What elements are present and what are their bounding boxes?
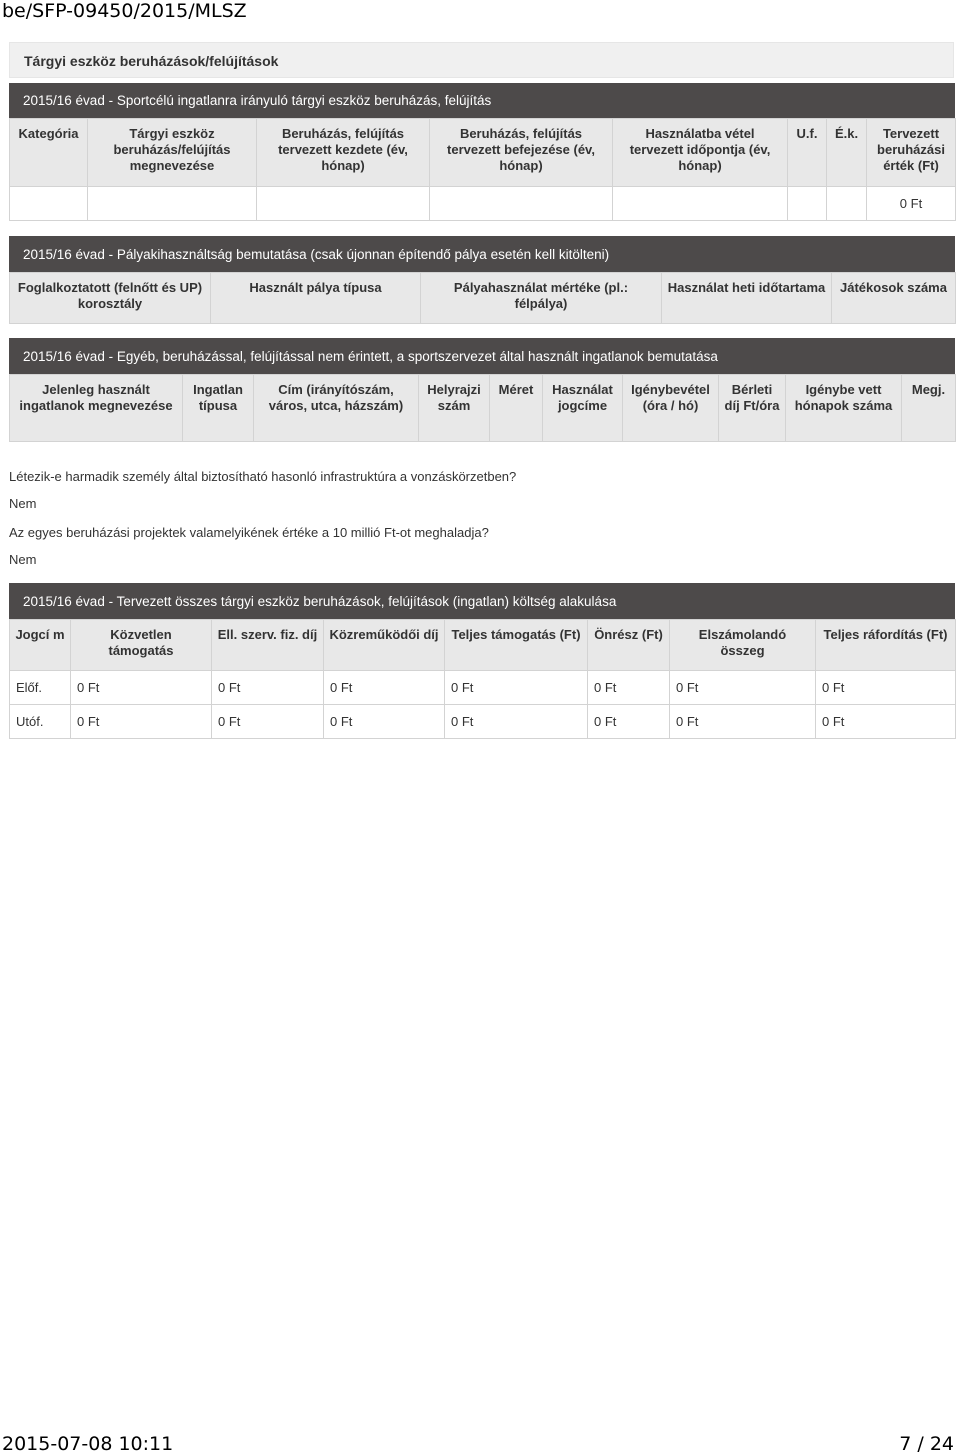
- column-header: Ingatlan típusa: [183, 375, 254, 442]
- column-header: Tárgyi eszköz beruházás/felújítás megnevezése: [88, 119, 257, 187]
- table-cell: 0 Ft: [867, 187, 956, 221]
- column-header: Teljes támogatás (Ft): [445, 620, 588, 671]
- table-cell: 0 Ft: [324, 671, 445, 705]
- column-header: Igénybe vett hónapok száma: [786, 375, 902, 442]
- column-header: U.f.: [788, 119, 827, 187]
- koltseg-alakulas-table: [9, 619, 956, 739]
- sportcelu-ingatlan-table: [9, 118, 956, 221]
- table-cell: 0 Ft: [71, 705, 212, 739]
- table-row: [10, 187, 956, 221]
- column-header: Közreműködői díj: [324, 620, 445, 671]
- column-header: Pályahasználat mértéke (pl.: félpálya): [421, 273, 662, 324]
- table-cell: 0 Ft: [816, 671, 956, 705]
- table-cell: 0 Ft: [445, 705, 588, 739]
- table-cell: [430, 187, 613, 221]
- column-header: Ell. szerv. fiz. díj: [212, 620, 324, 671]
- column-header: Igénybevétel (óra / hó): [623, 375, 719, 442]
- egyeb-ingatlanok-table: [9, 374, 956, 442]
- column-header: Használt pálya típusa: [211, 273, 421, 324]
- table-cell: 0 Ft: [588, 705, 670, 739]
- column-header: Beruházás, felújítás tervezett kezdete (év, hónap): [257, 119, 430, 187]
- footer-timestamp: 2015-07-08 10:11: [2, 1433, 174, 1455]
- table-header-row: [10, 119, 956, 187]
- table-cell: 0 Ft: [816, 705, 956, 739]
- table-cell: 0 Ft: [212, 705, 324, 739]
- column-header: Teljes ráfordítás (Ft): [816, 620, 956, 671]
- column-header: Önrész (Ft): [588, 620, 670, 671]
- column-header: Méret: [490, 375, 543, 442]
- column-header: Játékosok száma: [832, 273, 956, 324]
- table-cell: 0 Ft: [670, 705, 816, 739]
- column-header: É.k.: [827, 119, 867, 187]
- table-cell: [257, 187, 430, 221]
- column-header: Jelenleg használt ingatlanok megnevezése: [10, 375, 183, 442]
- question-project-value: Az egyes beruházási projektek valamelyikének értéke a 10 millió Ft-ot meghaladja?: [9, 525, 489, 540]
- column-header: Elszámolandó összeg: [670, 620, 816, 671]
- column-header: Jogcí m: [10, 620, 71, 671]
- table-row: [10, 705, 956, 739]
- table-cell: Utóf.: [10, 705, 71, 739]
- table-cell: 0 Ft: [588, 671, 670, 705]
- palyakihasznaltsag-table: [9, 272, 956, 324]
- section-koltseg-alakulas-title: 2015/16 évad - Tervezett összes tárgyi eszköz beruházások, felújítások (ingatlan) költség alakulása: [9, 583, 955, 619]
- section-egyeb-ingatlanok-title: 2015/16 évad - Egyéb, beruházással, felújítással nem érintett, a sportszervezet által használt ingatlanok bemutatása: [9, 338, 955, 374]
- table-cell: 0 Ft: [324, 705, 445, 739]
- column-header: Használat jogcíme: [543, 375, 623, 442]
- column-header: Kategória: [10, 119, 88, 187]
- footer-page-number: 7 / 24: [899, 1433, 954, 1455]
- answer-project-value: Nem: [9, 552, 37, 567]
- column-header: Közvetlen támogatás: [71, 620, 212, 671]
- section-sportcelu-ingatlan-title: 2015/16 évad - Sportcélú ingatlanra irányuló tárgyi eszköz beruházás, felújítás: [9, 83, 955, 118]
- panel-title: Tárgyi eszköz beruházások/felújítások: [9, 42, 954, 78]
- table-cell: [613, 187, 788, 221]
- column-header: Cím (irányítószám, város, utca, házszám): [254, 375, 419, 442]
- table-cell: [10, 187, 88, 221]
- column-header: Megj.: [902, 375, 956, 442]
- column-header: Használatba vétel tervezett időpontja (év, hónap): [613, 119, 788, 187]
- table-cell: 0 Ft: [445, 671, 588, 705]
- table-header-row: [10, 375, 956, 442]
- table-cell: 0 Ft: [71, 671, 212, 705]
- column-header: Helyrajzi szám: [419, 375, 490, 442]
- table-cell: [788, 187, 827, 221]
- table-cell: 0 Ft: [212, 671, 324, 705]
- column-header: Bérleti díj Ft/óra: [719, 375, 786, 442]
- table-cell: [88, 187, 257, 221]
- column-header: Beruházás, felújítás tervezett befejezése (év, hónap): [430, 119, 613, 187]
- table-cell: Előf.: [10, 671, 71, 705]
- table-header-row: [10, 273, 956, 324]
- answer-infrastructure: Nem: [9, 496, 37, 511]
- table-row: [10, 671, 956, 705]
- column-header: Használat heti időtartama: [662, 273, 832, 324]
- question-infrastructure: Létezik-e harmadik személy által biztosítható hasonló infrastruktúra a vonzáskörzetben?: [9, 469, 517, 484]
- column-header: Foglalkoztatott (felnőtt és UP) korosztály: [10, 273, 211, 324]
- table-cell: [827, 187, 867, 221]
- table-cell: 0 Ft: [670, 671, 816, 705]
- section-palyakihasznaltsag-title: 2015/16 évad - Pályakihasználtság bemutatása (csak újonnan építendő pálya esetén kell kitölteni): [9, 236, 955, 272]
- document-id-header: be/SFP-09450/2015/MLSZ: [2, 0, 247, 22]
- table-header-row: [10, 620, 956, 671]
- column-header: Tervezett beruházási érték (Ft): [867, 119, 956, 187]
